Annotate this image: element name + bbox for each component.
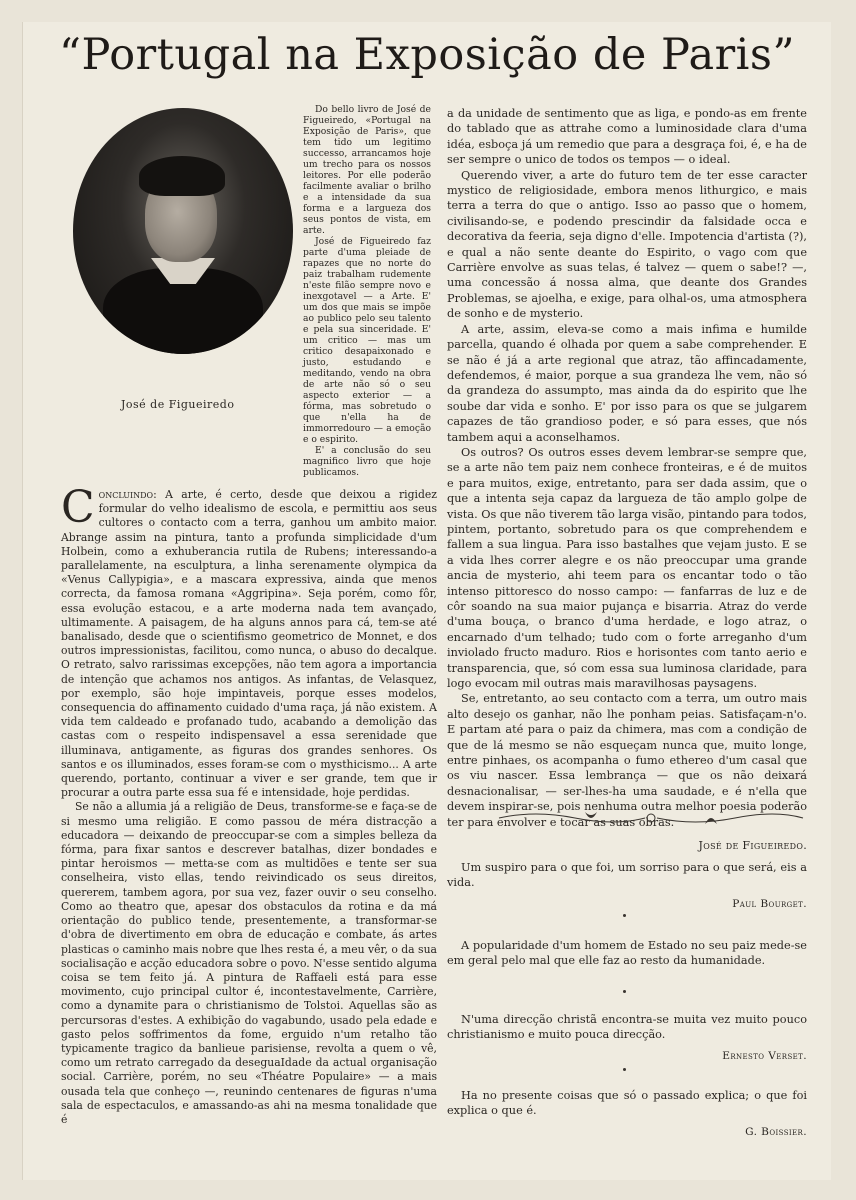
intro-text: [303, 104, 431, 478]
quote-author: Ernesto Verset.: [722, 1049, 807, 1062]
portrait-hair: [139, 156, 225, 196]
left-column: [61, 482, 437, 1127]
quote-text: A popularidade d'um homem de Estado no seu paiz mede-se em geral pelo mal que elle faz ao resto da humanidade.: [447, 939, 807, 968]
quote-author: G. Boissier.: [745, 1125, 807, 1138]
ornament-divider: [495, 806, 807, 830]
intro-paragraph: E' a conclusão do seu magnifico livro que hoje publicamos.: [303, 445, 431, 478]
quote-block: [447, 1088, 807, 1140]
magazine-page: [22, 22, 831, 1180]
body-paragraph: A arte, assim, eleva-se como a mais infima e humilde parcella, quando é olhada por quem a sabe comprehender. E se não é já a arte regional que atraz, tão affincadamente, defendemos, é maior, porque a sua grandeza lhe vem, não só da grandeza do assumpto, mas ainda da do espirito que lhe soube dar vida e sonho. E' por isso para os que se julgarem capazes de tão grandioso poder, e só para esses, que nós tambem aqui a aconselhamos.: [447, 322, 807, 444]
quote-text: Um suspiro para o que foi, um sorriso para o que será, eis a vida.: [447, 861, 807, 890]
drop-cap: C: [61, 482, 95, 533]
separator-dot: [623, 1068, 626, 1071]
body-paragraph: Os outros? Os outros esses devem lembrar-se sempre que, se a arte não tem paiz nem conhece fronteiras, e é de muitos e para muitos, exige, entretanto, para ser dada assim, que o que a intenta seja capaz da largueza de tão amplo golpe de vista. Os que não tiverem tão larga visão, pintando para todos, pintem, portanto, sobretudo para os que comprehendem e fallem a sua lingua. Para isso bastalhes que vejam justo. E se a vida lhes correr alegre e os não preoccupar uma grande ancia de mysterio, ahi teem para os encantar todo o tão intenso pittoresco do nosso campo: — fanfarras de luz e de côr soando na sua maior pujança e bisarria. Atraz do verde d'uma bouça, o branco d'uma herdade, e logo atraz, o encarnado d'um telhado; tudo com o forte arreganho d'um inviolado fructo maduro. Rios e horisontes com tanto aerio e transparencia, que, só com essa sua luminosa claridade, para logo evocam mil outras mais maravilhosas paysagens.: [447, 445, 807, 691]
lead-word: oncluindo:: [98, 488, 157, 501]
article-title: “Portugal na Exposição de Paris”: [59, 30, 795, 80]
body-paragraph: Se, entretanto, ao seu contacto com a terra, um outro mais alto desejo os ganhar, não lhe ponham peias. Satisfaçam-n'o. E partam até para o paiz da chimera, mas com a condição de que de lá mesmo se não esqueçam nunca que, muito longe, entre pinhaes, os acompanha o fumo ethereo d'um casal que os viu nascer. Essa lembrança — que os não deixará desnacionalisar, — ser-lhes-ha uma saudade, e é n'ella que devem inspirar-se, pois nenhuma outra melhor poesia poderão ter para envolver e tocar as suas obras.: [447, 692, 807, 829]
quote-block: [447, 860, 807, 912]
paragraph-text: A arte, é certo, desde que deixou a rigidez formular do velho idealismo de escola, e permittiu aos seus cultores o contacto com a terra, ganhou um ambito maior. Abrange assim na pintura, tanto a profunda simplicidade d'um Holbein, como a exhuberancia rutila de Rubens; interessando-a parallelamente, na esculptura, a linha serenamente olympica da «Venus Callypigia», e a mascara expressiva, ainda que menos correcta, da famosa romana «Aggripina». Seja porém, como fôr, essa evolução estacou, e a arte moderna nada tem avançado, ultimamente. A paisagem, de ha alguns annos para cá, tem-se até banalisado, desde que o scientifismo geometrico de Monnet, e dos outros impressionistas, facilitou, como nunca, o abuso do decalque. O retrato, salvo rarissimas excepções, não tem agora a importancia de intenção que achamos nos antigos. As infantas, de Velasquez, por exemplo, são hoje impintaveis, porque esses modelos, consequencia do affinamento cuidado d'uma raça, já não existem. A vida tem caldeado e profanado tudo, acabando a demolição das castas com o respeito indispensavel a essa serenidade que illuminava, antigamente, as figuras dos grandes senhores. Os santos e os illuminados, esses foram-se com o mysthicismo... A arte querendo, portanto, continuar a viver e ser grande, tem que ir procurar a outra parte essa sua fé e intensidade, hoje perdidas.: [61, 488, 437, 800]
body-paragraph: a da unidade de sentimento que as liga, e pondo-as em frente do tablado que as attrahe como a luminosidade clara d'uma idéa, esboça já um remedio que para a desgraça foi, é, e ha de ser sempre o unico de todos os tempos — o ideal.: [447, 107, 807, 167]
article-signature: José de Figueiredo.: [698, 839, 807, 853]
separator-dot: [623, 990, 626, 993]
separator-dot: [623, 914, 626, 917]
quote-author: Paul Bourget.: [732, 897, 807, 910]
right-column: [447, 106, 807, 854]
portrait-photo: [73, 108, 293, 354]
body-paragraph: Querendo viver, a arte do futuro tem de ter esse caracter mystico de religiosidade, embora menos lithurgico, e mais terra a terra do que o antigo. Isso ao passo que o homem, civilisando-se, e podendo prescindir da falsidade occa e decorativa da feeria, seja digno d'elle. Impotencia d'artista (?), e qual a não sente deante do Espirito, o vago com que Carrière envolve as suas telas, é talvez — quem o sabe!? —, uma concessão á nossa alma, que deante dos Grandes Problemas, se ajoelha, e exige, para olhal-os, uma atmosphera de sonho e de mysterio.: [447, 168, 807, 321]
body-paragraph: Se não a allumia já a religião de Deus, transforme-se e faça-se de si mesmo uma religião. E como passou de méra distracção a educadora — deixando de preoccupar-se com a simples belleza da fórma, para fixar santos e descrever batalhas, dizer bondades e pintar heroismos — metta-se com as multidões e tente ser sua conselheira, visto ellas, tendo reivindicado os seus direitos, quererem, tambem agora, por sua vez, fazer ouvir o seu conselho. Como ao theatro que, apesar dos obstaculos da rotina e da má orientação do publico tende, presentemente, a transformar-se d'obra de divertimento em obra de educação e combate, ás artes plasticas o caminho mais nobre que lhes resta é, a meu vêr, o da sua socialisação e acção educadora sobre o povo. N'esse sentido alguma coisa se tem feito já. A pintura de Raffaeli está para esse movimento, cujo principal cultor é, incontestavelmente, Carrière, como a dynamite para o christianismo de Tolstoi. Aquellas são as percursoras d'estes. A exhibição do vagabundo, usado pela edade e gasto pelos soffrimentos da fome, erguido n'um retalho tão typicamente tragico da banlieue parisiense, revolta a quem o vê, como um retrato carregado da deseguaIdade da actual organisação social. Carrière, porém, no seu «Théatre Populaire» — a mais ousada tela que conheço —, reunindo centenares de figuras n'uma sala de espectaculos, e amassando-as ahi na mesma tonalidade que é: [61, 800, 437, 1126]
portrait-caption: José de Figueiredo: [121, 398, 235, 411]
quote-block: [447, 938, 807, 969]
quote-text: Ha no presente coisas que só o passado explica; o que foi explica o que é.: [447, 1089, 807, 1118]
quote-block: [447, 1012, 807, 1064]
quote-text: N'uma direcção christã encontra-se muita vez muito pouco christianismo e muito pouca direcção.: [447, 1013, 807, 1042]
body-paragraph: [61, 482, 437, 800]
intro-paragraph: José de Figueiredo faz parte d'uma pleiade de rapazes que no norte do paiz trabalham rudemente n'este filão sempre novo e inexgotavel — a Arte. E' um dos que mais se impõe ao publico pelo seu talento e pela sua sinceridade. E' um critico — mas um critico desapaixonado e justo, estudando e meditando, vendo na obra de arte não só o seu aspecto exterior — a fórma, mas sobretudo o que n'ella ha de immorredouro — a emoção e o espirito.: [303, 236, 431, 445]
intro-paragraph: Do bello livro de José de Figueiredo, «Portugal na Exposição de Paris», que tem tido um legitimo successo, arrancamos hoje um trecho para os nossos leitores. Por elle poderão facilmente avaliar o brilho e a intensidade da sua forma e a largueza dos seus pontos de vista, em arte.: [303, 104, 431, 236]
